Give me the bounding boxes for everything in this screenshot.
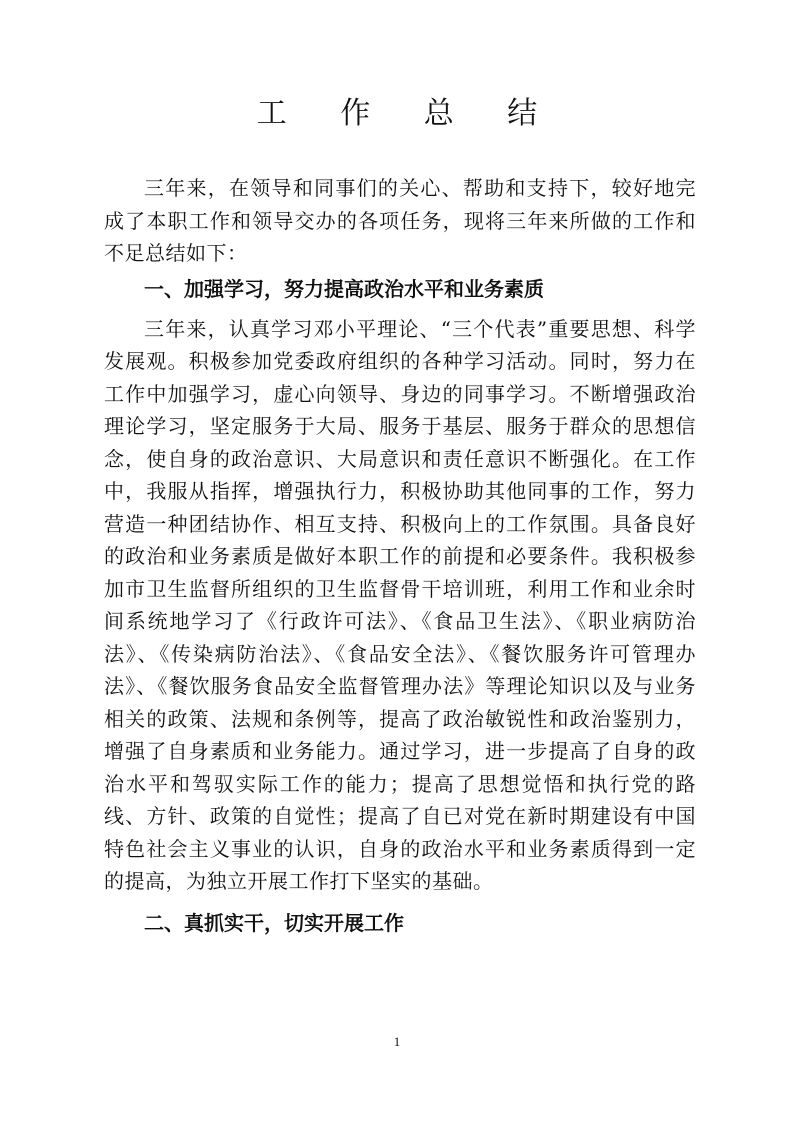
page-number: 1 <box>393 1034 401 1049</box>
intro-paragraph: 三年来，在领导和同事们的关心、帮助和支持下，较好地完成了本职工作和领导交办的各项任务，现将三年来所做的工作和不足总结如下： <box>104 176 696 265</box>
section-2-heading: 二、真抓实干，切实开展工作 <box>144 910 404 935</box>
document-title: 工 作 总 结 <box>256 96 560 131</box>
document-body <box>104 172 696 947</box>
section-1-heading: 一、加强学习，努力提高政治水平和业务素质 <box>144 276 544 301</box>
section-1-paragraph: 三年来，认真学习邓小平理论、“三个代表”重要思想、科学发展观。积极参加党委政府组织的各种学习活动。同时，努力在工作中加强学习，虚心向领导、身边的同事学习。不断增强政治理论学习，坚定服务于大局、服务于基层、服务于群众的思想信念，使自身的政治意识、大局意识和责任意识不断强化。在工作中，我服从指挥，增强执行力，积极协助其他同事的工作，努力营造一种团结协作、相互支持、积极向上的工作氛围。具备良好的政治和业务素质是做好本职工作的前提和必要条件。我积极参加市卫生监督所组织的卫生监督骨干培训班，利用工作和业余时间系统地学习了《行政许可法》、《食品卫生法》、《职业病防治法》、《传染病防治法》、《食品安全法》、《餐饮服务许可管理办法》、《餐饮服务食品安全监督管理办法》等理论知识以及与业务相关的政策、法规和条例等，提高了政治敏锐性和政治鉴别力，增强了自身素质和业务能力。通过学习，进一步提高了自身的政治水平和驾驭实际工作的能力；提高了思想觉悟和执行党的路线、方针、政策的自觉性；提高了自已对党在新时期建设有中国特色社会主义事业的认识，自身的政治水平和业务素质得到一定的提高，为独立开展工作打下坚实的基础。 <box>104 316 696 893</box>
